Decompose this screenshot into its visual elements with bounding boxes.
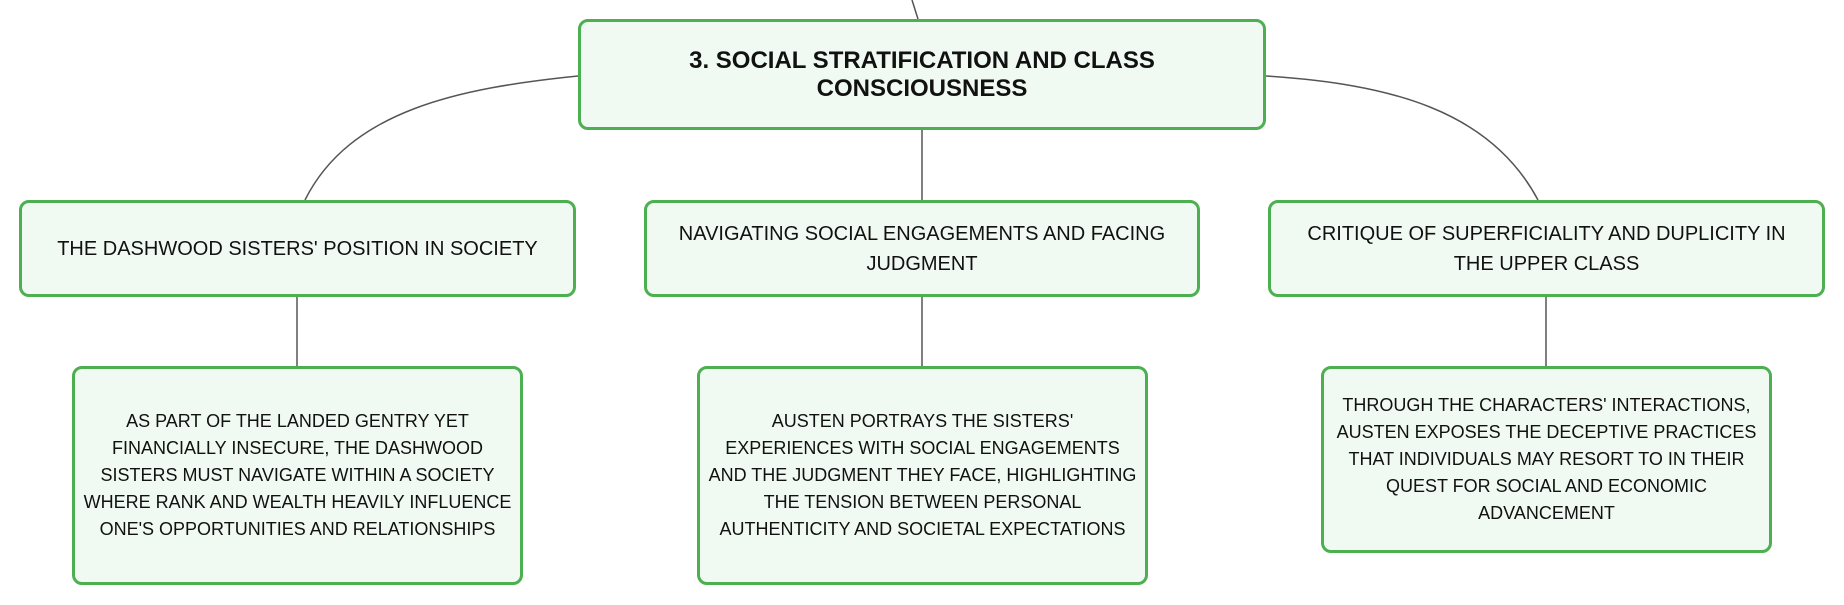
detail-node-sisters-position[interactable]	[72, 366, 523, 585]
detail-node-text: AUSTEN PORTRAYS THE SISTERS' EXPERIENCES WITH SOCIAL ENGAGEMENTS AND THE JUDGMENT THEY FACE, HIGHLIGHTING THE TENSION BETWEEN PERSONAL AUTHENTICITY AND SOCIETAL EXPECTATIONS	[708, 411, 1137, 539]
connector-root-to-topic-3	[1266, 76, 1538, 200]
root-node[interactable]	[578, 19, 1266, 130]
connector-root-to-topic-1	[305, 76, 578, 200]
detail-node-critique-upper-class[interactable]	[1321, 366, 1772, 553]
topic-node-label: CRITIQUE OF SUPERFICIALITY AND DUPLICITY IN THE UPPER CLASS	[1307, 222, 1786, 275]
topic-node-social-engagements[interactable]	[644, 200, 1200, 297]
connector-to-parent	[912, 0, 918, 19]
topic-node-sisters-position[interactable]	[19, 200, 576, 297]
detail-node-social-engagements[interactable]	[697, 366, 1148, 585]
topic-node-label: NAVIGATING SOCIAL ENGAGEMENTS AND FACING JUDGMENT	[678, 222, 1166, 275]
root-node-label: 3. SOCIAL STRATIFICATION AND CLASS CONSCIOUSNESS	[689, 46, 1155, 102]
detail-node-text: THROUGH THE CHARACTERS' INTERACTIONS, AUSTEN EXPOSES THE DECEPTIVE PRACTICES THAT INDIVIDUALS MAY RESORT TO IN THEIR QUEST FOR SOCIAL AND ECONOMIC ADVANCEMENT	[1336, 395, 1757, 523]
topic-node-label: THE DASHWOOD SISTERS' POSITION IN SOCIETY	[57, 237, 538, 260]
detail-node-text: AS PART OF THE LANDED GENTRY YET FINANCIALLY INSECURE, THE DASHWOOD SISTERS MUST NAVIGATE WITHIN A SOCIETY WHERE RANK AND WEALTH HEAVILY INFLUENCE ONE'S OPPORTUNITIES AND RELATIONSHIPS	[83, 411, 512, 539]
topic-node-critique-upper-class[interactable]	[1268, 200, 1825, 297]
